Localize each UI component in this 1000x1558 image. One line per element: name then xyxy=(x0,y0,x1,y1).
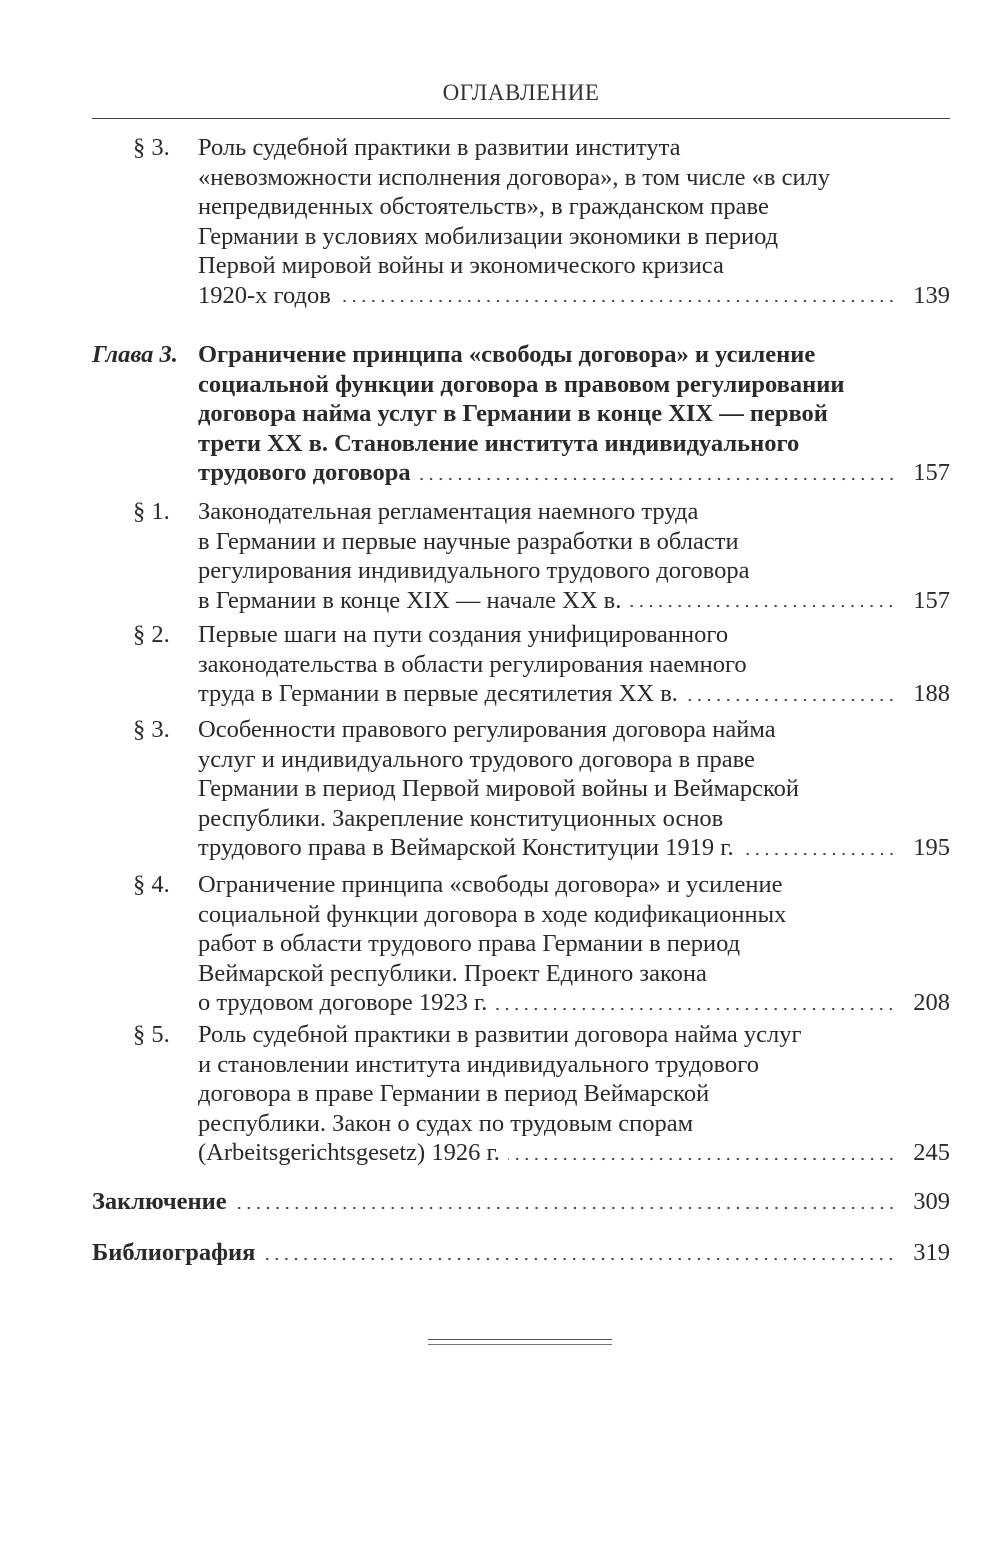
toc-entry-text: 1920-х годов xyxy=(198,281,331,309)
toc-entry-line xyxy=(198,458,950,488)
toc-entry-line xyxy=(198,679,950,709)
toc-entry-line xyxy=(198,497,698,527)
page-number: 195 xyxy=(913,834,950,861)
toc-entry-text: договора в праве Германии в период Веймарской xyxy=(198,1080,710,1107)
toc-entry-label: § 1. xyxy=(133,498,170,525)
toc-entry-line xyxy=(198,804,723,834)
toc-entry-line xyxy=(198,1138,950,1168)
toc-entry-line xyxy=(92,1238,950,1268)
page-number: 157 xyxy=(913,586,950,614)
toc-entry-line xyxy=(198,251,724,281)
page-number: 309 xyxy=(913,1188,950,1215)
toc-entry-label: § 3. xyxy=(133,134,170,161)
toc-entry-line xyxy=(198,774,799,804)
toc-entry-text: Первой мировой войны и экономического кризиса xyxy=(198,252,724,279)
toc-entry-line xyxy=(198,429,799,459)
toc-entry-line xyxy=(198,527,739,557)
page-number: 157 xyxy=(913,459,950,486)
toc-entry-text: трети XX в. Становление института индивидуального xyxy=(198,429,800,457)
toc-entry-text: республики. Закон о судах по трудовым спорам xyxy=(198,1109,694,1137)
toc-entry-text: в Германии и первые научные разработки в области xyxy=(198,527,739,555)
toc-entry-line xyxy=(198,900,786,930)
toc-entry-line xyxy=(198,715,776,745)
toc-entry-label: § 2. xyxy=(133,621,170,648)
page-number: 139 xyxy=(913,281,950,309)
toc-entry-line xyxy=(198,340,815,370)
toc-entry-line xyxy=(198,620,728,650)
toc-entry-text: Роль судебной практики в развитии института xyxy=(198,134,681,161)
toc-entry-text: работ в области трудового права Германии в период xyxy=(198,930,741,957)
toc-entry-text: (Arbeitsgerichtsgesetz) 1926 г. xyxy=(198,1139,500,1166)
page-number: 188 xyxy=(913,680,950,707)
dot-leader xyxy=(235,1206,896,1210)
toc-entry-line xyxy=(198,586,950,616)
toc-entry-line xyxy=(198,222,778,252)
toc-entry-text: Библиография xyxy=(92,1239,256,1266)
toc-entry-text: трудового права в Веймарской Конституции 1919 г. xyxy=(198,834,734,861)
toc-entry-label: § 5. xyxy=(133,1021,170,1048)
toc-entry-text: в Германии в конце XIX — начале XX в. xyxy=(198,586,622,614)
toc-entry-text: Особенности правового регулирования договора найма xyxy=(198,716,776,743)
header-rule xyxy=(92,118,950,119)
toc-entry-text: Ограничение принципа «свободы договора» и усиление xyxy=(198,871,783,898)
toc-entry-text: «невозможности исполнения договора», в том числе «в силу xyxy=(198,163,831,191)
toc-entry-line xyxy=(198,1020,802,1050)
dot-leader xyxy=(508,1157,896,1161)
dot-leader xyxy=(686,698,896,702)
dot-leader xyxy=(263,1257,896,1261)
page-number: 208 xyxy=(913,989,950,1016)
dot-leader xyxy=(629,604,896,608)
toc-entry-text: Роль судебной практики в развитии договора найма услуг xyxy=(198,1021,802,1048)
toc-entry-label: § 3. xyxy=(133,716,170,743)
toc-entry-line xyxy=(198,988,950,1018)
toc-entry-text: и становлении института индивидуального трудового xyxy=(198,1050,759,1078)
dot-leader xyxy=(742,852,896,856)
dot-leader xyxy=(419,477,896,481)
toc-entry-text: о трудовом договоре 1923 г. xyxy=(198,989,488,1016)
toc-entry-line xyxy=(198,833,950,863)
dot-leader xyxy=(495,1007,896,1011)
page-number: 245 xyxy=(913,1139,950,1166)
toc-entry-text: Заключение xyxy=(92,1188,227,1215)
toc-entry-line xyxy=(198,281,950,311)
toc-entry-text: Законодательная регламентация наемного труда xyxy=(198,498,699,525)
toc-entry-text: Ограничение принципа «свободы договора» и усиление xyxy=(198,341,816,368)
toc-entry-line xyxy=(198,133,681,163)
toc-entry-line xyxy=(198,650,747,680)
toc-entry-text: законодательства в области регулирования наемного xyxy=(198,650,747,678)
toc-entry-text: услуг и индивидуального трудового договора в праве xyxy=(198,745,755,773)
toc-entry-text: трудового договора xyxy=(198,459,411,486)
toc-entry-text: труда в Германии в первые десятилетия XX в. xyxy=(198,680,678,707)
dot-leader xyxy=(339,299,896,303)
toc-entry-line xyxy=(198,870,782,900)
toc-entry-text: договора найма услуг в Германии в конце XIX — первой xyxy=(198,400,828,427)
toc-entry-line xyxy=(198,1050,759,1080)
toc-entry-line xyxy=(198,929,740,959)
toc-entry-line xyxy=(92,1187,950,1217)
toc-entry-text: республики. Закрепление конституционных основ xyxy=(198,804,724,832)
toc-entry-text: Веймарской республики. Проект Единого закона xyxy=(198,959,707,987)
toc-entry-line xyxy=(198,163,830,193)
end-ornament-rule xyxy=(428,1339,612,1345)
toc-entry-text: Германии в условиях мобилизации экономики в период xyxy=(198,222,779,250)
toc-entry-text: Германии в период Первой мировой войны и Веймарской xyxy=(198,775,799,802)
toc-entry-text: непредвиденных обстоятельств», в гражданском праве xyxy=(198,193,769,220)
toc-entry-text: регулирования индивидуального трудового договора xyxy=(198,557,750,584)
toc-entry-text: социальной функции договора в правовом регулировании xyxy=(198,370,845,398)
toc-entry-line xyxy=(198,1109,693,1139)
toc-entry-line xyxy=(198,556,749,586)
toc-entry-label: § 4. xyxy=(133,871,170,898)
toc-entry-line xyxy=(198,192,769,222)
running-header: ОГЛАВЛЕНИЕ xyxy=(442,80,600,105)
toc-entry-line xyxy=(198,959,707,989)
toc-entry-line xyxy=(198,1079,709,1109)
toc-entry-line xyxy=(198,745,755,775)
toc-entry-line xyxy=(198,399,828,429)
page-number: 319 xyxy=(913,1239,950,1266)
toc-entry-label: Глава 3. xyxy=(92,341,178,368)
toc-entry-text: социальной функции договора в ходе кодификационных xyxy=(198,900,787,928)
toc-entry-line xyxy=(198,370,844,400)
toc-entry-text: Первые шаги на пути создания унифицированного xyxy=(198,621,729,648)
